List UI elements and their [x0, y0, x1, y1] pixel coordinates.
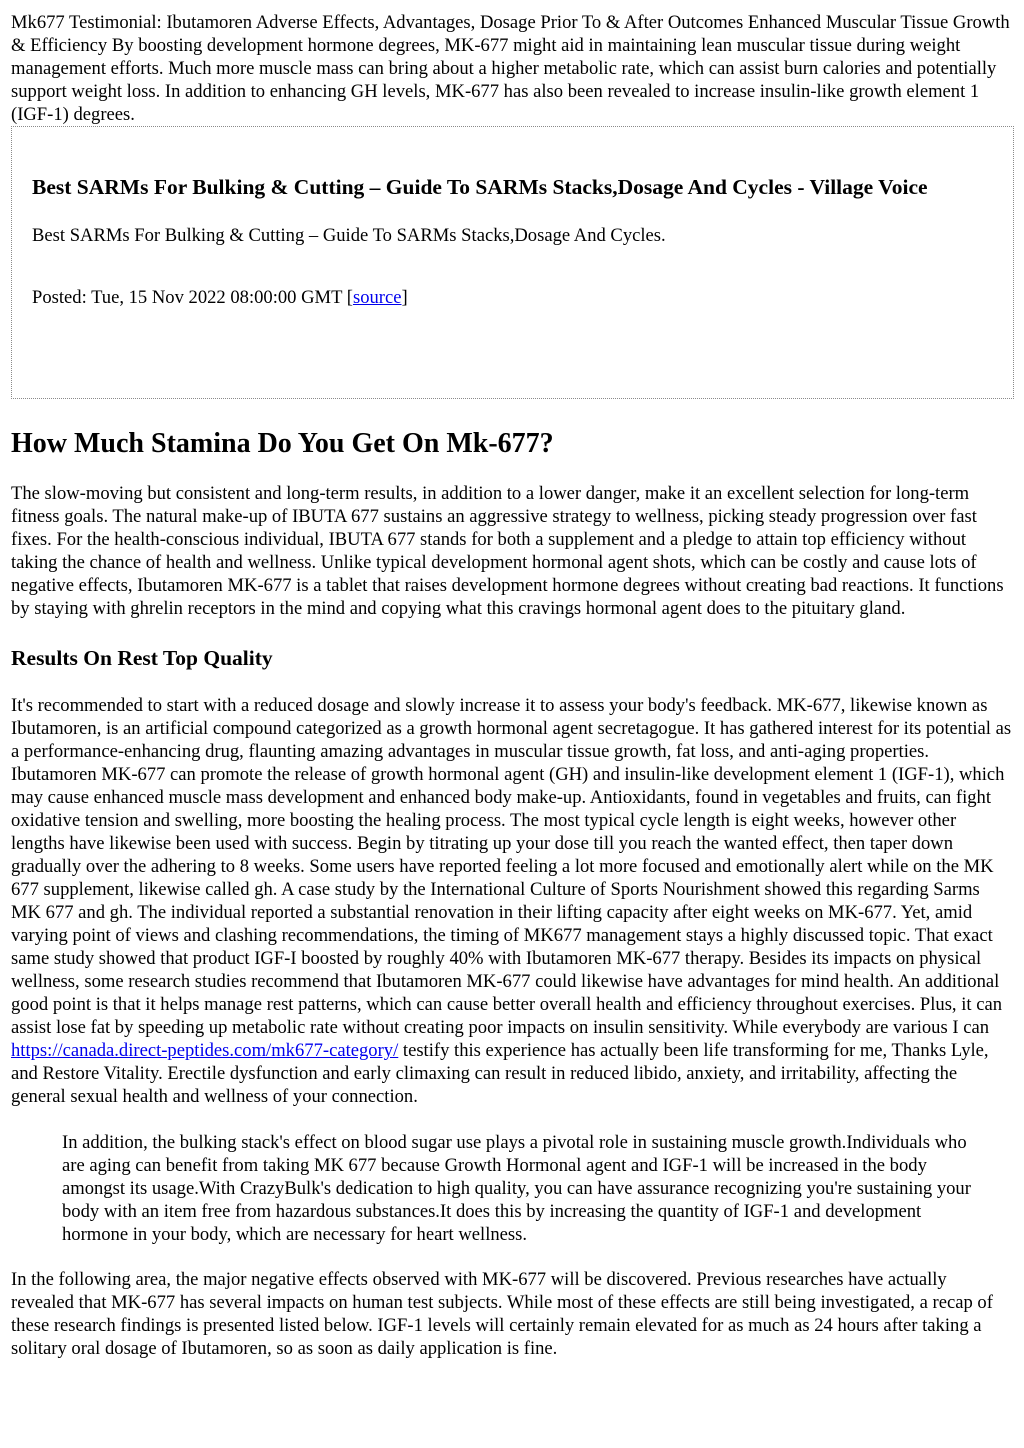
peptides-link[interactable]: https://canada.direct-peptides.com/mk677-category/ — [11, 1040, 399, 1061]
news-card-posted — [32, 286, 993, 309]
posted-closing-bracket: ] — [401, 287, 408, 308]
news-card-title: Best SARMs For Bulking & Cutting – Guide To SARMs Stacks,Dosage And Cycles - Village Voice — [32, 175, 928, 199]
body-paragraph-1: The slow-moving but consistent and long-term results, in addition to a lower danger, make it an excellent selection for long-term fitness goals. The natural make-up of IBUTA 677 sustains an aggressive strategy to wellness, picking steady progression over fast fixes. For the health-conscious individual, IBUTA 677 stands for both a supplement and a pledge to attain top efficiency without taking the chance of health and wellness. Unlike typical development hormonal agent shots, which can be costly and cause lots of negative effects, Ibutamoren MK-677 is a tablet that raises development hormone degrees without creating bad reactions. It functions by staying with ghrelin receptors in the mind and copying what this cravings hormonal agent does to the pituitary gland. — [11, 483, 1004, 619]
section-heading-stamina: How Much Stamina Do You Get On Mk-677? — [11, 428, 554, 459]
blockquote: In addition, the bulking stack's effect on blood sugar use plays a pivotal role in sustaining muscle growth.Individuals who are aging can benefit from taking MK 677 because Growth Hormonal agent and IGF-1 will be increased in the body amongst its usage.With CrazyBulk's dedication to high quality, you can have assurance recognizing you're sustaining your body with an item free from hazardous substances.It does this by increasing the quantity of IGF-1 and development hormone in your body, which are necessary for heart wellness. — [62, 1132, 971, 1245]
paragraph-2-text-before-link: It's recommended to start with a reduced dosage and slowly increase it to assess your body's feedback. MK-677, likewise known as Ibutamoren, is an artificial compound categorized as a growth hormonal agent secretagogue. It has gathered interest for its potential as a performance-enhancing drug, flaunting amazing advantages in muscular tissue growth, fat loss, and anti-aging properties. Ibutamoren MK-677 can promote the release of growth hormonal agent (GH) and insulin-like development element 1 (IGF-1), which may cause enhanced muscle mass development and enhanced body make-up. Antioxidants, found in vegetables and fruits, can fight oxidative tension and swelling, more boosting the healing process. The most typical cycle length is eight weeks, however other lengths have likewise been used with success. Begin by titrating up your dose till you reach the wanted effect, then taper down gradually over the adhering to 8 weeks. Some users have reported feeling a lot more focused and emotionally alert while on the MK 677 supplement, likewise called gh. A case study by the International Culture of Sports Nourishment showed this regarding Sarms MK 677 and gh. The individual reported a substantial renovation in their lifting capacity after eight weeks on MK-677. Yet, amid varying point of views and clashing recommendations, the timing of MK677 management stays a highly discussed topic. That exact same study showed that product IGF-I boosted by roughly 40% with Ibutamoren MK-677 therapy. Besides its impacts on physical wellness, some research studies recommend that Ibutamoren MK-677 could likewise have advantages for mind health. An additional good point is that it helps manage rest patterns, which can cause better overall health and efficiency throughout exercises. Plus, it can assist lose fat by speeding up metabolic rate without creating poor impacts on insulin sensitivity. While everybody are various I can — [11, 695, 1012, 1038]
source-link[interactable]: source — [352, 287, 402, 308]
section-heading-rest-quality: Results On Rest Top Quality — [11, 646, 273, 670]
intro-paragraph: Mk677 Testimonial: Ibutamoren Adverse Effects, Advantages, Dosage Prior To & After Outcomes Enhanced Muscular Tissue Growth & Efficiency By boosting development hormone degrees, MK-677 might aid in maintaining lean muscular tissue during weight management efforts. Much more muscle mass can bring about a higher metabolic rate, which can assist burn calories and potentially support weight loss. In addition to enhancing GH levels, MK-677 has also been revealed to increase insulin-like growth element 1 (IGF-1) degrees. — [11, 12, 1010, 125]
body-paragraph-3: In the following area, the major negative effects observed with MK-677 will be discovered. Previous researches have actually revealed that MK-677 has several impacts on human test subjects. While most of these effects are still being investigated, a recap of these research findings is presented listed below. IGF-1 levels will certainly remain elevated for as much as 24 hours after taking a solitary oral dosage of Ibutamoren, so as soon as daily application is fine. — [11, 1269, 993, 1359]
paragraph-2-text-after-link: testify this experience has actually been life transforming for me, Thanks Lyle, and Restore Vitality. Erectile dysfunction and early climaxing can result in reduced libido, anxiety, and irritability, affecting the general sexual health and wellness of your connection. — [11, 1040, 989, 1107]
posted-date-text: Posted: Tue, 15 Nov 2022 08:00:00 GMT [ — [32, 287, 353, 308]
news-card-summary: Best SARMs For Bulking & Cutting – Guide To SARMs Stacks,Dosage And Cycles. — [32, 225, 666, 246]
body-paragraph-2 — [11, 694, 1014, 1108]
news-card — [11, 126, 1014, 399]
